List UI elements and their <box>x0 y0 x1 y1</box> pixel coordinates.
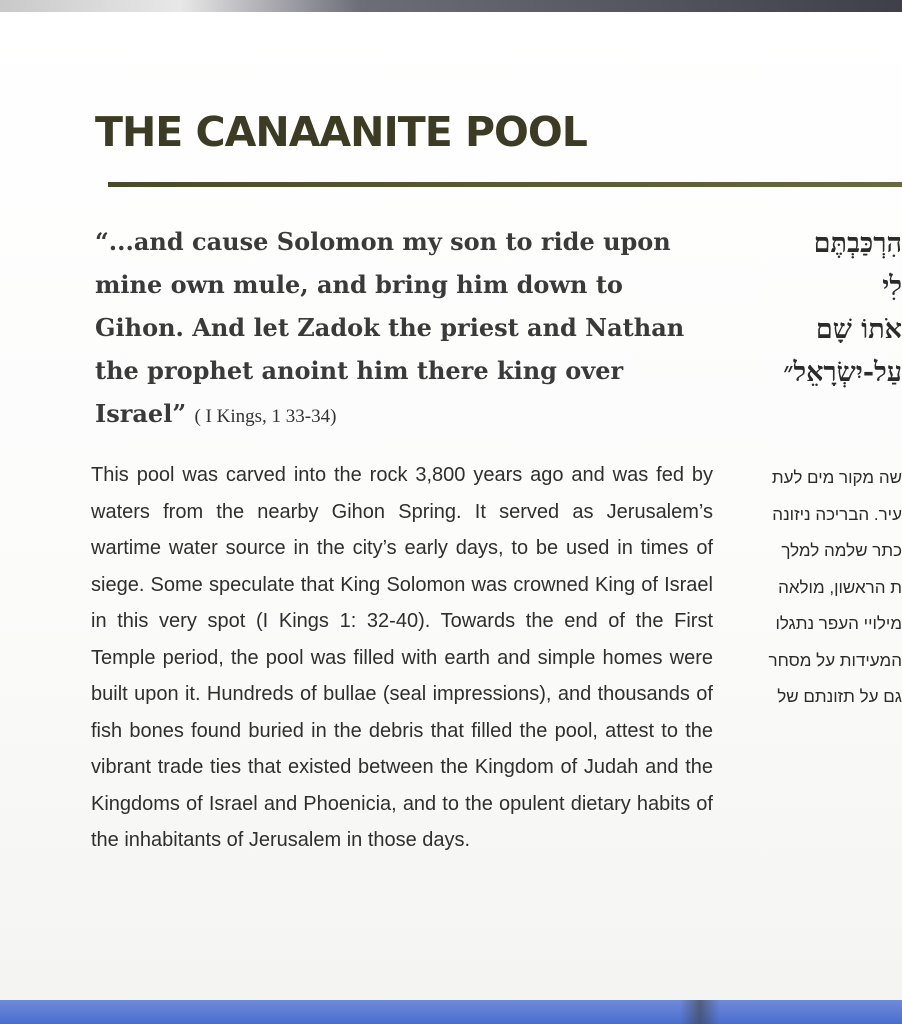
bottom-edge-strip <box>0 1000 902 1024</box>
hebrew-body-line: כתר שלמה למלך <box>781 541 902 560</box>
hebrew-quote <box>752 222 902 394</box>
hebrew-body-line: המעידות על מסחר <box>768 650 902 670</box>
hebrew-quote-line: הִרְכַּבְתֶּם <box>813 228 902 259</box>
hebrew-body-line: עיר. הבריכה ניזונה <box>772 504 902 524</box>
bottom-shadow <box>680 1000 720 1024</box>
hebrew-body-line: ת הראשון, מולאה <box>778 577 902 597</box>
title-divider <box>108 182 902 187</box>
top-edge-strip <box>0 0 902 12</box>
quote-reference: ( I Kings, 1 33-34) <box>194 406 337 427</box>
hebrew-quote-line: עַל-יִשְׂרָאֵל״ <box>783 357 902 388</box>
hebrew-body-line: גם על תזונתם של <box>777 687 902 706</box>
hebrew-quote-line: אֹתוֹ שָׁם <box>815 314 902 345</box>
hebrew-body-line: מילויי העפר נתגלו <box>775 614 902 633</box>
description-paragraph: This pool was carved into the rock 3,800 years ago and was fed by waters from the nearby Gihon Spring. It served as Jerusalem’s wartime water source in the city’s early days, to be used in times of siege. Some speculate that King Solomon was crowned King of Israel in this very spot (I Kings 1: 32-40). Towards the end of the First Temple period, the pool was filled with earth and simple homes were built upon it. Hundreds of bullae (seal impressions), and thousands of fish bones found buried in the debris that filled the pool, attest to the vibrant trade ties that existed between the Kingdom of Judah and the Kingdoms of Israel and Phoenicia, and to the opulent dietary habits of the inhabitants of Jerusalem in those days. <box>91 464 713 851</box>
hebrew-body-line: שה מקור מים לעת <box>771 468 902 487</box>
quote-text: “...and cause Solomon my son to ride upon mine own mule, and bring him down to Gihon. And let Zadok the priest and Nathan the prophet anoint him there king over Israel” <box>95 227 685 428</box>
hebrew-quote-line: לִי <box>882 271 902 302</box>
biblical-quote <box>95 220 715 438</box>
hebrew-description <box>744 460 902 716</box>
page-title: THE CANAANITE POOL <box>95 108 587 156</box>
